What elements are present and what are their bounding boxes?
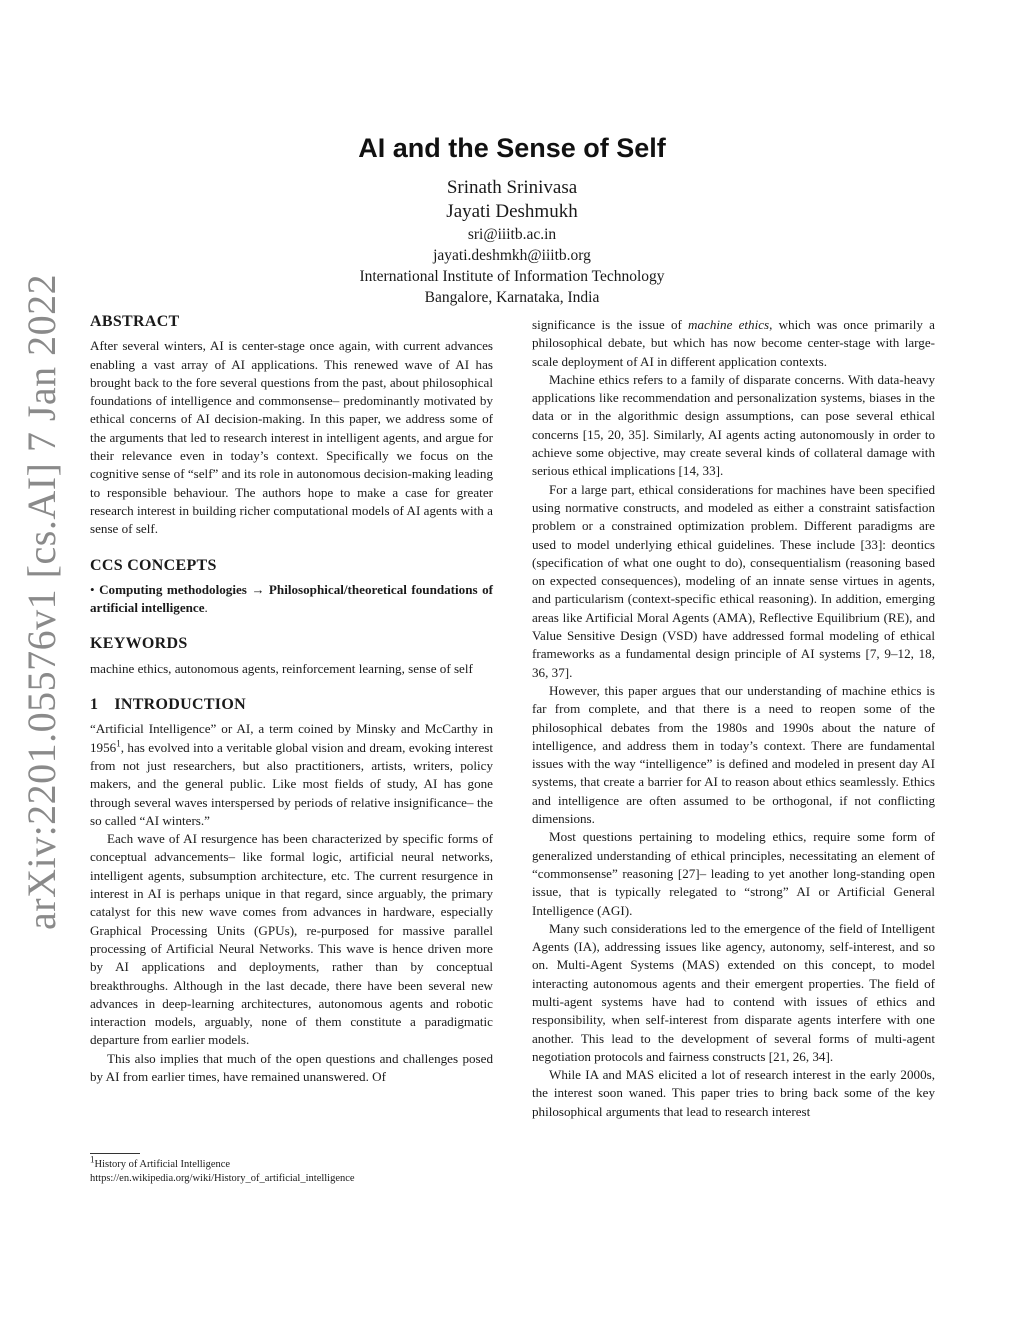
right-paragraph-2: Machine ethics refers to a family of disparate concerns. With data-heavy applications like recommendation and personalization systems, biases in the data or in the algorithmic design assumptions, can pose several ethical concerns [15, 20, 35]. Similarly, AI agents acting autonomously in order to achieve some objective, may create several kinds of collateral damage with serious ethical implications [14, 33]. xyxy=(532,371,935,479)
author-email-2: jayati.deshmkh@iiitb.org xyxy=(433,247,591,264)
intro-paragraph-2: Each wave of AI resurgence has been characterized by specific forms of conceptual advancements– like formal logic, artificial neural networks, intelligent agents, subsumption architecture, etc. The current resurgence in interest in AI is perhaps unique in that regard, since arguably, the primary catalyst for this new wave comes from advances in hardware, especially Graphical Processing Units (GPUs), re-purposed for massive parallel processing of Artificial Neural Networks. This wave is hence driven more by AI applications and deployments, rather than by conceptual breakthroughs. Although in the last decade, there have been several new advances in deep-learning architectures, autonomous agents and robotic interaction models, arguably, none of them constitute a paradigmatic departure from earlier models. xyxy=(90,831,493,1048)
right-p1-text-b: , which was once primarily a philosophical debate, but which has now become center-stage with large-scale deployment of AI in different application contexts. xyxy=(532,317,935,369)
ccs-concepts xyxy=(90,581,493,618)
footnote-ref-1: 1 xyxy=(116,738,121,749)
intro-heading xyxy=(90,696,493,714)
right-paragraph-6: Many such considerations led to the emergence of the field of Intelligent Agents (IA), addressing issues like agency, autonomy, self-interest, and so on. Multi-Agent Systems (MAS) extended on this concept, to model interacting autonomous agents and their emergent properties. The field of multi-agent systems have had to contend with issues of ethics and responsibility, when self-interest from disparate agents interfere with one another. This lead to the development of several forms of multi-agent negotiation protocols and fairness constructs [21, 26, 34]. xyxy=(532,920,935,1064)
right-paragraph-4: However, this paper argues that our understanding of machine ethics is far from complete, and that there is a need to reopen some of the philosophical debates from the 1980s and 1990s about the nature of intelligence, and address them in today’s context. There are fundamental issues with the way “intelligence” is defined and modeled in present day AI systems, that create a barrier for AI to reason about ethics seamlessly. Ethics and intelligence are often assumed to be orthogonal, if not conflicting dimensions. xyxy=(532,682,935,827)
footnote-marker: 1 xyxy=(90,1154,95,1165)
right-p1-text-a: significance is the issue of xyxy=(532,317,689,332)
author-institution: International Institute of Information Technology xyxy=(359,268,665,285)
footnote-url[interactable]: https://en.wikipedia.org/wiki/History_of_artificial_intelligence xyxy=(90,1173,355,1184)
ccs-concept-text: Computing methodologies → Philosophical/theoretical foundations of artificial intelligence xyxy=(90,581,493,616)
right-column xyxy=(532,316,935,1121)
abstract-text: After several winters, AI is center-stage once again, with current advances enabling a vast array of AI applications. This renewed wave of AI has brought back to the fore several questions from the past, about philosophical foundations of intelligence and commonsense– predominantly motivated by ethical concerns of AI decision-making. In this paper, we address some of the arguments that led to research interest in intelligent agents, and argue for their relevance even in today’s context. Specifically we focus on the cognitive sense of “self” and its role in autonomous decision-making leading to responsible behaviour. The authors hope to make a case for greater research interest in building richer computational models of AI agents with a sense of self. xyxy=(90,338,493,537)
intro-paragraph-1 xyxy=(90,720,493,830)
footnote xyxy=(90,1154,493,1186)
author-location: Bangalore, Karnataka, India xyxy=(424,289,600,306)
abstract-heading: ABSTRACT xyxy=(90,313,180,330)
ccs-period: . xyxy=(204,600,208,616)
intro-section-number: 1 xyxy=(90,696,99,714)
footnote-title: History of Artificial Intelligence xyxy=(94,1159,231,1170)
left-column xyxy=(90,313,493,1086)
right-paragraph-3: For a large part, ethical considerations for machines have been specified using normative constructs, and modeled as either a constraint satisfaction problem or a constrained optimization problem. Different paradigms are used to model underlying ethical guidelines. These include [33]: deontics (specification of what one ought to do), consequentialism (reasoning based on expected consequences), modeling of an innate sense virtues in agents, and particularism (context-specific ethical reasoning). In addition, emerging areas like Artificial Moral Agents (AMA), Reflective Equilibrium (RE), and Value Sensitive Design (VSD) have addressed formal modeling of ethical frameworks as a fundamental design principle of AI systems [7, 9–12, 18, 36, 37]. xyxy=(532,481,935,680)
keywords-heading: KEYWORDS xyxy=(90,635,188,653)
intro-paragraph-3: This also implies that much of the open questions and challenges posed by AI from earlier times, have remained unanswered. Of xyxy=(90,1050,493,1084)
intro-p1-text-a: “Artificial Intelligence” or AI, a term coined by Minsky and McCarthy in 1956 xyxy=(90,721,493,755)
right-p1-emphasis: machine ethics xyxy=(688,317,770,332)
right-paragraph-7: While IA and MAS elicited a lot of research interest in the early 2000s, the interest soon waned. This paper tries to bring back some of the key philosophical arguments that lead to research interest xyxy=(532,1067,935,1119)
footnote-rule xyxy=(90,1153,140,1154)
right-paragraph-1 xyxy=(532,316,935,371)
keywords-text: machine ethics, autonomous agents, reinforcement learning, sense of self xyxy=(90,660,473,676)
right-paragraph-5: Most questions pertaining to modeling ethics, require some form of generalized understanding of ethical principles, necessitating an element of “commonsense” reasoning [27]– leading to yet another long-standing open issue, that is typically relegated to “strong” AI or Artificial General Intelligence (AGI). xyxy=(532,829,935,918)
author-block xyxy=(0,176,1024,308)
author-name-2: Jayati Deshmukh xyxy=(446,201,578,222)
author-name-1: Srinath Srinivasa xyxy=(446,177,578,198)
ccs-bullet: • xyxy=(90,581,95,597)
intro-p1-text-b: , has evolved into a veritable global vision and dream, evoking interest from not just researchers, but also practitioners, artists, writers, policy makers, and the general public. Like most fields of study, AI has gone through several waves interspersed by periods of relative insignificance– the so called “AI winters.” xyxy=(90,739,493,828)
ccs-heading: CCS CONCEPTS xyxy=(90,556,217,574)
intro-section-title: INTRODUCTION xyxy=(114,696,246,714)
author-email-1: sri@iiitb.ac.in xyxy=(467,226,557,243)
arxiv-identifier: arXiv:2201.05576v1 [cs.AI] 7 Jan 2022 xyxy=(19,273,64,930)
paper-title: AI and the Sense of Self xyxy=(358,133,666,163)
